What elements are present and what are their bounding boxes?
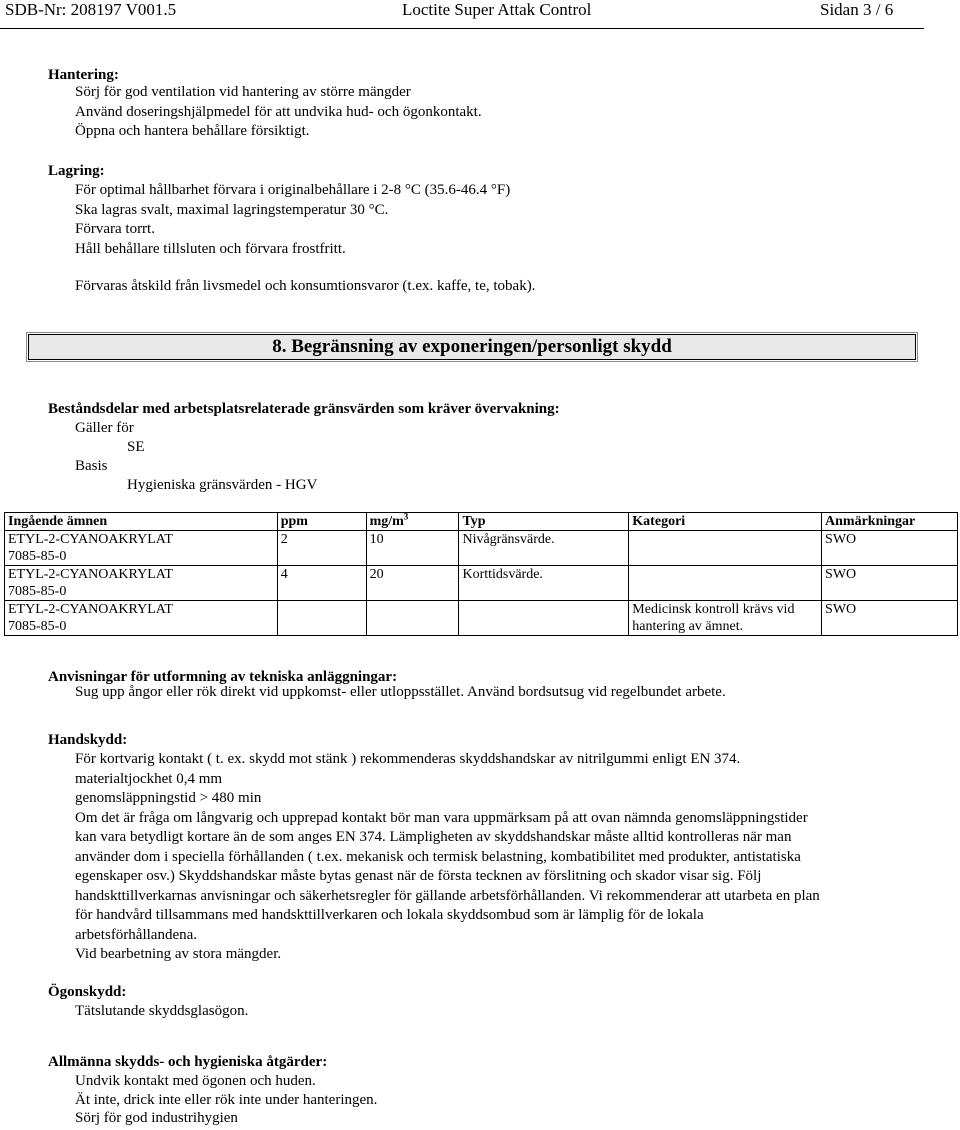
column-header: Kategori [629,513,822,531]
ppm-cell: 4 [277,566,366,601]
storage-separation: Förvaras åtskild från livsmedel och konsumtionsvaror (t.ex. kaffe, te, tobak). [75,278,536,294]
column-header: Anmärkningar [822,513,958,531]
cas-number: 7085-85-0 [8,549,67,564]
category-cell [629,531,822,566]
hand-line: handskttillverkarnas anvisningar och säkerhetsregler för gällande arbetsförhållanden. Vi rekommenderar att utarbeta en plan [75,887,820,904]
hand-protection-text [75,750,820,965]
mg-cell: 20 [366,566,459,601]
table-row [5,601,958,636]
cas-number: 7085-85-0 [8,584,67,599]
section-8-heading: 8. Begränsning av exponeringen/personligt skydd [28,334,916,360]
column-header: Typ [459,513,629,531]
cas-number: 7085-85-0 [8,619,67,634]
handling-line: Öppna och hantera behållare försiktigt. [75,123,310,139]
hand-line: För kortvarig kontakt ( t. ex. skydd mot stänk ) rekommenderas skyddshandskar av nitrilgummi enligt EN 374. [75,751,741,767]
applies-label: Gäller för [75,420,134,436]
remark-cell: SWO [822,531,958,566]
limits-heading: Beståndsdelar med arbetsplatsrelaterade gränsvärden som kräver övervakning: [48,401,560,417]
unit-superscript: 3 [403,511,409,522]
column-header [366,513,459,531]
mg-cell [366,601,459,636]
basis-label: Basis [75,458,108,474]
column-header: Ingående ämnen [5,513,278,531]
hand-line: genomsläppningstid > 480 min [75,790,262,806]
hand-line: för handvård tillsammans med handskttillverkaren och lokala skyddsombud som är lämplig för de lokala [75,907,704,923]
mg-cell: 10 [366,531,459,566]
table-row [5,566,958,601]
general-measures-heading: Allmänna skydds- och hygieniska åtgärder: [48,1054,328,1070]
storage-text [75,181,510,259]
hand-line: egenskaper osv.) Skyddshandskar måste bytas genast när de första tecknen av förslitning och skador visar sig. Följ [75,868,762,884]
handling-heading: Hantering: [48,67,119,83]
general-line: Sörj för god industrihygien [75,1110,238,1126]
hand-line: materialtjockhet 0,4 mm [75,770,223,787]
type-cell: Nivågränsvärde. [459,531,629,566]
basis-value: Hygieniska gränsvärden - HGV [127,477,318,493]
column-header-label: mg/m [369,514,404,529]
substance-name: ETYL-2-CYANOAKRYLAT [8,532,173,547]
applies-value: SE [127,439,145,455]
handling-line: Använd doseringshjälpmedel för att undvika hud- och ögonkontakt. [75,103,482,120]
substance-cell [5,531,278,566]
eye-protection-heading: Ögonskydd: [48,984,127,1000]
page-number: Sidan 3 / 6 [820,0,894,19]
substance-cell [5,601,278,636]
general-line: Undvik kontakt med ögonen och huden. [75,1073,316,1089]
remark-cell: SWO [822,566,958,601]
storage-line: Ska lagras svalt, maximal lagringstemperatur 30 °C. [75,201,389,218]
ppm-cell: 2 [277,531,366,566]
engineering-heading: Anvisningar för utformning av tekniska anläggningar: [48,669,398,685]
hand-line: arbetsförhållandena. [75,926,198,943]
hand-line: använder dom i speciella förhållanden ( t.ex. mekanisk och termisk belastning, kombatibilitet med produkter, antistatiska [75,848,801,865]
category-cell [629,566,822,601]
hand-protection-heading: Handskydd: [48,732,128,748]
table-row [5,531,958,566]
table-header-row [5,513,958,531]
type-cell: Korttidsvärde. [459,566,629,601]
storage-line: För optimal hållbarhet förvara i originalbehållare i 2-8 °C (35.6-46.4 °F) [75,182,511,198]
storage-heading: Lagring: [48,163,105,179]
handling-text [75,83,482,142]
category-cell: Medicinsk kontroll krävs vid hantering av ämnet. [629,601,822,636]
storage-line: Förvara torrt. [75,221,155,237]
page-header [0,0,924,29]
exposure-limits-table [4,512,958,636]
storage-line: Håll behållare tillsluten och förvara frostfritt. [75,240,346,257]
substance-cell [5,566,278,601]
hand-line: Om det är fråga om långvarig och upprepad kontakt bör man vara uppmärksam på att ovan nämnda genomsläppningstider [75,809,808,826]
substance-name: ETYL-2-CYANOAKRYLAT [8,602,173,617]
column-header: ppm [277,513,366,531]
remark-cell: SWO [822,601,958,636]
ppm-cell [277,601,366,636]
general-measures-text [75,1072,377,1128]
type-cell [459,601,629,636]
handling-line: Sörj för god ventilation vid hantering av större mängder [75,84,411,100]
hand-line: Vid bearbetning av stora mängder. [75,946,282,962]
document-number: SDB-Nr: 208197 V001.5 [5,0,177,19]
eye-protection-text: Tätslutande skyddsglasögon. [75,1003,249,1019]
engineering-text: Sug upp ångor eller rök direkt vid uppkomst- eller utloppsstället. Använd bordsutsug vid regelbundet arbete. [75,684,726,700]
product-name: Loctite Super Attak Control [402,0,592,19]
substance-name: ETYL-2-CYANOAKRYLAT [8,567,173,582]
general-line: Ät inte, drick inte eller rök inte under hanteringen. [75,1091,378,1108]
hand-line: kan vara betydligt kortare än de som anges EN 374. Lämpligheten av skyddshandskar måste alltid kontrolleras när man [75,829,792,845]
